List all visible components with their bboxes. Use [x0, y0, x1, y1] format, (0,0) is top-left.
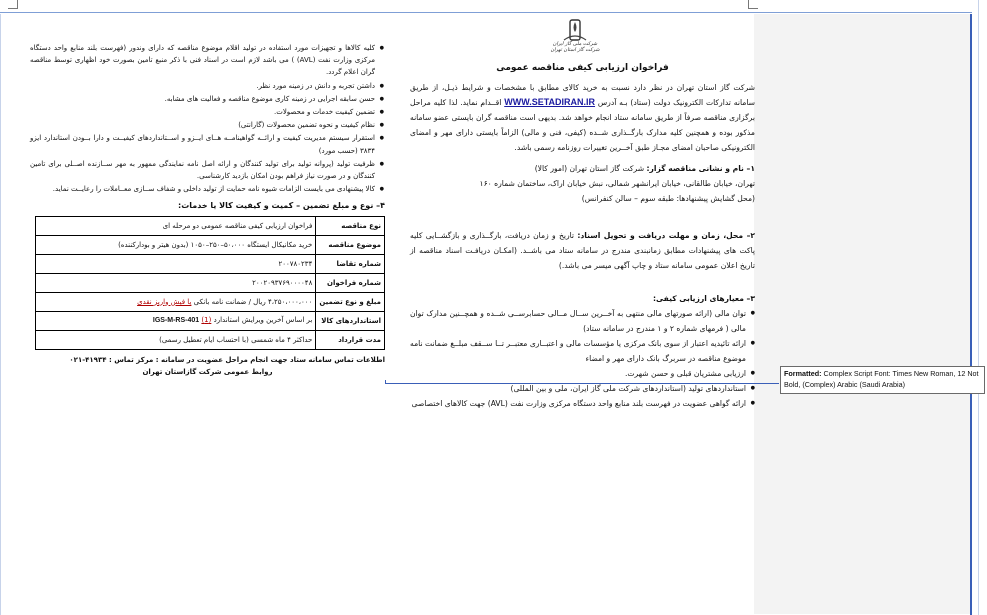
criteria-item: ● استانداردهای تولید (استانداردهای شرکت ملی گاز ایران، ملی و بین المللی)	[410, 381, 755, 396]
requirement-item: ● استقرار سیستم مدیریت کیفیت و ارائــه گواهینامــه هــای ایــزو و اســتانداردهای کیفیــت و دارا بــودن استاندارد ایزو ۳۸۳۴ (حسب مورد)	[30, 132, 375, 156]
table-value: خرید مکانیکال ایستگاه ۵۰،۰۰۰–۲۵۰–۱۰۵۰ (بدون هیتر و بودارکننده)	[36, 235, 316, 254]
scrollbar-track[interactable]	[978, 0, 979, 615]
requirement-item: ● حسن سابقه اجرایی در زمینه کاری موضوع مناقصه و فعالیت های مشابه.	[30, 93, 375, 105]
table-value: حداکثر ۴ ماه شمسی (با احتساب ایام تعطیل رسمی)	[36, 330, 316, 349]
requirements-column	[30, 42, 385, 378]
requirement-item: ● کالا پیشنهادی می بایست الزامات شیوه نامه حمایت از تولید داخلی و شفاف ســازی معــاملات را رعایــت نماید.	[30, 183, 375, 195]
table-value: فراخوان ارزیابی کیفی مناقصه عمومی دو مرحله ای	[36, 216, 316, 235]
contact-line: روابط عمومی شرکت گازاستان تهران	[142, 367, 273, 376]
table-row	[36, 273, 385, 292]
comment-text: Complex Script Font: Times New Roman, 12 Not Bold, (Complex) Arabic (Saudi Arabia)	[784, 369, 979, 389]
requirements-list	[30, 42, 385, 195]
setad-website-link[interactable]: WWW.SETADIRAN.IR	[504, 97, 596, 107]
page-left-border	[0, 14, 1, 615]
table-key: موضوع مناقصه	[316, 235, 385, 254]
notice-intro	[410, 80, 755, 155]
section-2-heading: ۲– محل، زمان و مهلت دریافت و تحویل اسناد:	[577, 231, 756, 240]
formatting-comment-balloon[interactable]	[780, 366, 985, 394]
section-1-submission: (محل گشایش پیشنهادها: طبقه سوم – سالن کنفرانس)	[581, 194, 755, 203]
comment-label: Formatted:	[784, 369, 822, 378]
markup-pane-border	[970, 14, 972, 615]
table-key: مبلغ و نوع تضمین	[316, 292, 385, 311]
table-value: ۲۰۰۲۰۹۳۷۶۹۰۰۰۰۴۸	[36, 273, 316, 292]
contact-line: اطلاعات تماس سامانه ستاد جهت انجام مراحل عضویت در سامانه : مرکز تماس : ۴۱۹۳۴-۰۲۱	[69, 355, 385, 364]
table-key: شماره تقاضا	[316, 254, 385, 273]
notice-title: فراخوان ارزیابی کیفی مناقصه عمومی	[496, 63, 669, 73]
table-value: ۲۰۰۷۸۰۲۳۴	[36, 254, 316, 273]
section-3-heading: ۳– معیارهای ارزیابی کیفی:	[652, 294, 755, 303]
intro-part-2: اقــدام نماید. لذا کلیه مراحل برگزاری مناقصه صرفاً از طریق سامانه ستاد انجام خواهد شد. بدیهی است مناقصه گران بایستی عضو سامانه مذکور بوده و همچنین کلیه مدارک بارگــذاری شــده (کیفی، فنی و مالی) الزاماً بایستی دارای مهر و امضای الکترونیکی صاحبان امضای مجـاز طبق آخــرین تغییرات روزنامه رسمی باشد.	[410, 98, 755, 152]
table-row	[36, 216, 385, 235]
table-key: مدت قرارداد	[316, 330, 385, 349]
criteria-item: ● ارائه گواهی عضویت در فهرست بلند منابع واحد دستگاه مرکزی وزارت نفت (AVL) جهت کالاهای اختصاصی	[410, 396, 755, 411]
comment-connector	[385, 383, 779, 384]
crop-mark-right	[748, 8, 758, 9]
crop-mark-left-v	[17, 0, 18, 9]
contact-info	[30, 354, 385, 378]
standard-text: بر اساس آخرین ویرایش استاندارد	[213, 316, 313, 325]
cash-deposit-link[interactable]: یا فیش واریز نقدی	[137, 297, 192, 306]
section-2	[410, 228, 755, 273]
table-row	[36, 254, 385, 273]
markup-pane	[754, 14, 970, 614]
table-row	[36, 330, 385, 349]
table-key: استانداردهای کالا	[316, 311, 385, 330]
requirement-item: ● ظرفیت تولید (پروانه تولید برای تولید کنندگان و ارائه اصل نامه نمایندگی ممهور به مهر ســازنده اصــلی برای تامین کنندگان و در صورت نیاز فراهم بودن امکان بازدید کارشناسی.	[30, 158, 375, 182]
requirement-item: ● نظام کیفیت و نحوه تضمین محصولات (گارانتی)	[30, 119, 375, 131]
logo-subtitle: شرکت گاز استان تهران	[550, 47, 600, 53]
section-1-body: شرکت گاز استان تهران (امور کالا)	[534, 164, 645, 173]
requirement-item: ● کلیه کالاها و تجهیزات مورد استفاده در تولید اقلام موضوع مناقصه که دارای وندور (فهرست بلند منابع واحد دستگاه مرکزی وزارت نفت (AVL) ) می باشد لازم است در اسناد فنی با ذکر منبع تامین بصورت خود اظهاری توسط مناقصه گران اعلام گردد.	[30, 42, 375, 79]
section-2-body: تاریخ و زمان دریافت، بارگــذاری و بازگشــایی کلیه پاکت های پیشنهادات مطابق زمانبندی مندرج در سامانه ستاد می باشــد. (امکـان دریافـت اسناد مناقصه از تاریخ اعلان عمومی سامانه ستاد و چاپ آگهی میسر می باشد.)	[410, 231, 755, 270]
requirement-item: ● تضمین کیفیت خدمات و محصولات.	[30, 106, 375, 118]
standard-code: IGS-M-RS-401	[152, 317, 200, 325]
table-value	[36, 292, 316, 311]
table-row	[36, 292, 385, 311]
table-key: شماره فراخوان	[316, 273, 385, 292]
footnote-ref-link[interactable]: (1)	[201, 316, 212, 325]
section-4-heading: ۴– نوع و مبلغ تضمین – کمیت و کیفیت کالا یا خدمات:	[178, 201, 385, 211]
crop-mark-right-v	[748, 0, 749, 9]
table-row	[36, 235, 385, 254]
tender-specs-table	[35, 216, 385, 350]
logo-company: شرکت ملی گاز ایران	[552, 41, 598, 47]
comment-anchor	[385, 380, 386, 384]
criteria-item: ● ارزیابی مشتریان قبلی و حسن شهرت.	[410, 366, 755, 381]
table-value	[36, 311, 316, 330]
requirement-item: ● داشتن تجربه و دانش در زمینه مورد نظر.	[30, 80, 375, 92]
notice-column	[410, 38, 755, 411]
table-row	[36, 311, 385, 330]
criteria-item: ● توان مالی (ارائه صورتهای مالی منتهی به آخــرین ســال مــالی حسابرســی شــده و همچــنین مدارک توان مالی ( فرمهای شماره ۲ و ۱ مندرج در سامانه ستاد)	[410, 306, 755, 336]
page-top-border	[0, 12, 972, 13]
intro-part-1: شرکت گاز استان تهران در نظر دارد نسبت به خرید کالای مطابق با مشخصات و شرایط ذیـل، از طریق سامانه تدارکات الکترونیک دولت (ستاد) بـه آدرس	[410, 83, 755, 107]
table-key: نوع مناقصه	[316, 216, 385, 235]
section-1-address: تهران، خیابان طالقانی، خیابان ایرانشهر شمالی، نبش خیابان اراک، ساختمان شماره ۱۶۰	[479, 179, 755, 188]
section-1-heading: ۱– نام و نشانی مناقصه گزار:	[646, 164, 755, 173]
section-1	[410, 161, 755, 176]
guarantee-amount: ۴،۲۵۰،۰۰۰،۰۰۰ ریال / ضمانت نامه بانکی	[193, 297, 313, 306]
criteria-item: ● ارائه تائیدیه اعتبار از سوی بانک مرکزی یا مؤسسات مالی و اعتبــاری معتبــر تــا ســقف مبلــغ ضمانت نامه موضوع مناقصه در سربرگ بانک دارای مهر و امضاء	[410, 336, 755, 366]
